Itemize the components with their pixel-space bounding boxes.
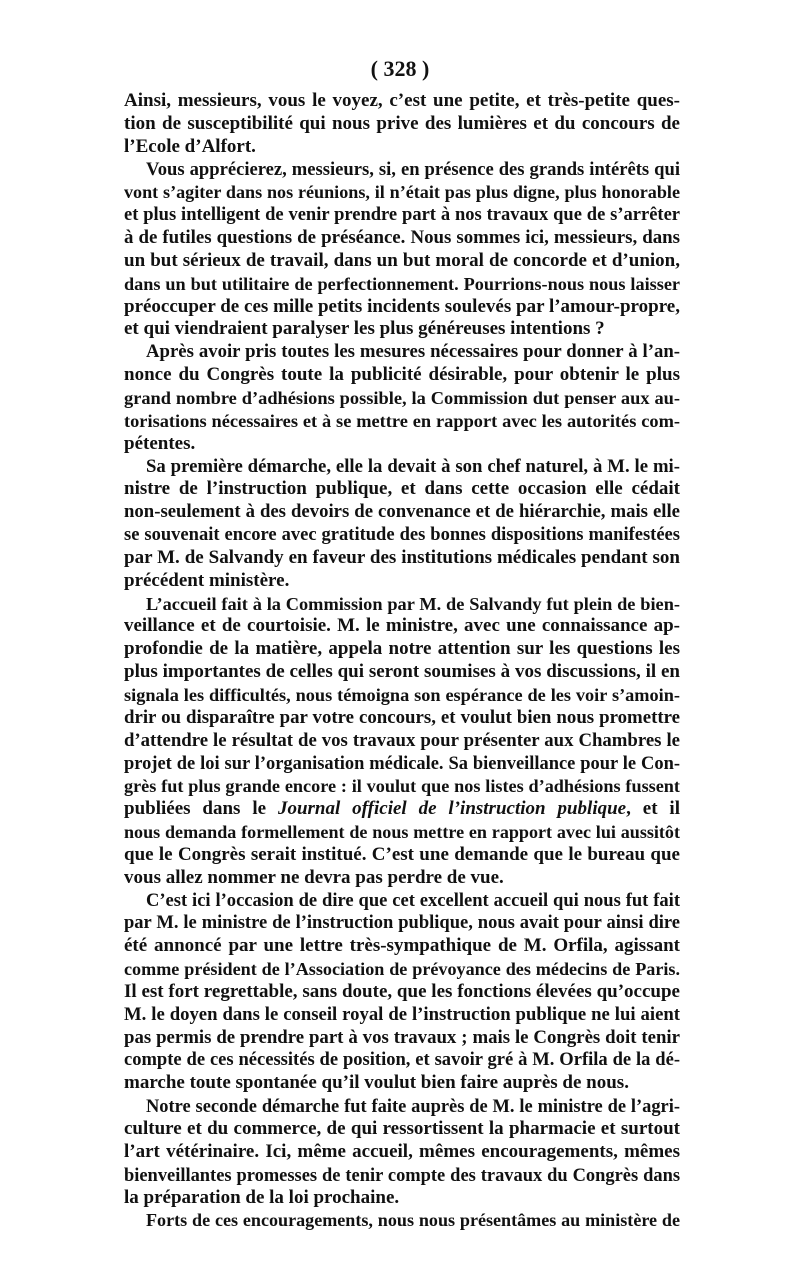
body-text <box>124 90 680 1232</box>
text-line-content: par M. le ministre de l’instruction publique, nous avait pour ainsi dire <box>124 912 680 934</box>
text-line <box>124 501 680 524</box>
text-line <box>124 250 680 273</box>
text-line-content: projet de loi sur l’organisation médicale. Sa bienveillance pour le Con- <box>124 753 680 774</box>
text-line-content: grès fut plus grande encore : il voulut que nos listes d’adhésions fussent <box>124 776 680 797</box>
text-line <box>124 90 680 113</box>
text-line-content: d’attendre le résultat de vos travaux pour présenter aux Chambres le <box>124 729 680 751</box>
text-line <box>124 684 680 707</box>
text-line-content: tion de susceptibilité qui nous prive des lumières et du concours de <box>124 112 680 134</box>
text-line <box>124 387 680 410</box>
text-line <box>124 341 680 364</box>
text-line <box>124 456 680 479</box>
text-line-content: à de futiles questions de préséance. Nous sommes ici, messieurs, dans <box>124 227 680 249</box>
text-line <box>124 273 680 296</box>
text-line <box>124 1141 680 1164</box>
text-line <box>124 1118 680 1141</box>
text-line <box>124 1072 680 1095</box>
text-line-content: compte de ces nécessités de position, et savoir gré à M. Orfila de la dé- <box>124 1049 680 1071</box>
text-line-content: que le Congrès serait institué. C’est une demande que le bureau que <box>124 843 680 865</box>
text-line <box>124 318 680 341</box>
text-line-content: par M. de Salvandy en faveur des institutions médicales pendant son <box>124 546 680 568</box>
text-line <box>124 798 680 821</box>
text-line-content: torisations nécessaires et à se mettre en rapport avec les autorités com- <box>124 410 680 431</box>
text-line-content: culture et du commerce, de qui ressortissent la pharmacie et surtout <box>124 1117 680 1139</box>
text-line-content: signala les difficultés, nous témoigna son espérance de les voir s’amoin- <box>124 684 680 705</box>
journal-title: Journal officiel de l’instruction publique <box>277 798 627 820</box>
text-line-content: l’art vétérinaire. Ici, même accueil, mêmes encouragements, mêmes <box>124 1140 680 1162</box>
text-line-content: pétentes. <box>124 432 196 454</box>
text-line-content: et qui viendraient paralyser les plus généreuses intentions ? <box>124 318 605 340</box>
text-line <box>124 890 680 913</box>
text-line-content: C’est ici l’occasion de dire que cet excellent accueil qui nous fut fait <box>146 889 680 911</box>
text-line-content: et plus intelligent de venir prendre part à nos travaux que de s’arrêter <box>124 205 680 226</box>
text-line <box>124 433 680 456</box>
text-line-content: drir ou disparaître par votre concours, et voulut bien nous promettre <box>124 706 680 728</box>
text-line-content: nistre de l’instruction publique, et dans cette occasion elle cédait <box>124 478 680 500</box>
text-line <box>124 935 680 958</box>
text-line <box>124 136 680 159</box>
text-line-content: plus importantes de celles qui seront soumises à vos discussions, il en <box>124 661 680 683</box>
text-line <box>124 181 680 204</box>
text-line-content: un but sérieux de travail, dans un but moral de concorde et d’union, <box>124 249 680 271</box>
text-line <box>124 1049 680 1072</box>
text-line-content: Forts de ces encouragements, nous nous présentâmes au ministère de <box>146 1210 680 1231</box>
text-line-content: Sa première démarche, elle la devait à son chef naturel, à M. le mi- <box>146 455 680 477</box>
text-line <box>124 478 680 501</box>
text-line <box>124 547 680 570</box>
text-line-content: vous allez nommer ne devra pas perdre de vue. <box>124 866 504 888</box>
text-line <box>124 159 680 182</box>
text-line <box>124 981 680 1004</box>
text-line-content: l’Ecole d’Alfort. <box>124 135 256 157</box>
text-line-content: veillance et de courtoisie. M. le ministre, avec une connaissance ap- <box>124 615 680 637</box>
text-line-content: Notre seconde démarche fut faite auprès de M. le ministre de l’agri- <box>146 1096 680 1117</box>
text-line-content: profondie de la matière, appela notre attention sur les questions les <box>124 638 680 660</box>
text-line <box>124 410 680 433</box>
text-line-content: nous demanda formellement de nous mettre en rapport avec lui aussitôt <box>124 822 680 842</box>
text-line <box>124 638 680 661</box>
text-line <box>124 775 680 798</box>
text-line-content: publiées dans le <box>124 798 278 820</box>
text-line-content: préoccuper de ces mille petits incidents soulevés par l’amour-propre, <box>124 295 680 317</box>
text-line-content: comme président de l’Association de prévoyance des médecins de Paris. <box>124 959 680 980</box>
page-number: ( 328 ) <box>370 56 430 81</box>
text-line <box>124 821 680 844</box>
text-line <box>124 113 680 136</box>
text-line <box>124 912 680 935</box>
text-line <box>124 593 680 616</box>
text-line-content: L’accueil fait à la Commission par M. de Salvandy fut plein de bien- <box>146 593 680 614</box>
text-line <box>124 661 680 684</box>
text-line-content: Il est fort regrettable, sans doute, que les fonctions élevées qu’occupe <box>124 980 680 1002</box>
text-line-content: été annoncé par une lettre très-sympathique de M. Orfila, agissant <box>124 935 680 957</box>
text-line <box>124 752 680 775</box>
text-line <box>124 1187 680 1210</box>
text-line <box>124 615 680 638</box>
text-line-content: se souvenait encore avec gratitude des bonnes dispositions manifestées <box>124 524 680 546</box>
text-line <box>124 227 680 250</box>
text-line-content: bienveillantes promesses de tenir compte des travaux du Congrès dans <box>124 1164 680 1185</box>
text-line-content: Après avoir pris toutes les mesures nécessaires pour donner à l’an- <box>146 341 680 363</box>
text-line-content: précédent ministère. <box>124 569 290 591</box>
text-line-content: non-seulement à des devoirs de convenance et de hiérarchie, mais elle <box>124 501 680 523</box>
text-line-content: la préparation de la loi prochaine. <box>124 1186 400 1208</box>
text-line-content: grand nombre d’adhésions possible, la Commission dut penser aux au- <box>124 387 680 408</box>
text-line <box>124 1164 680 1187</box>
text-line-content: dans un but utilitaire de perfectionnement. Pourrions-nous nous laisser <box>124 273 680 294</box>
text-line <box>124 730 680 753</box>
text-line <box>124 867 680 890</box>
text-line-content: marche toute spontanée qu’il voulut bien faire auprès de nous. <box>124 1072 629 1094</box>
text-line-content: Vous apprécierez, messieurs, si, en présence des grands intérêts qui <box>146 158 680 180</box>
text-line-content: nonce du Congrès toute la publicité désirable, pour obtenir le plus <box>124 364 680 386</box>
text-line <box>124 1027 680 1050</box>
text-line-content: M. le doyen dans le conseil royal de l’instruction publique ne lui aient <box>124 1003 680 1025</box>
text-line <box>124 364 680 387</box>
text-line-content: vont s’agiter dans nos réunions, il n’était pas plus digne, plus honorable <box>124 182 680 203</box>
text-line <box>124 524 680 547</box>
text-line <box>124 570 680 593</box>
text-line <box>124 296 680 319</box>
text-line <box>124 1095 680 1118</box>
text-line-content: , et il <box>626 798 680 820</box>
text-line <box>124 1004 680 1027</box>
text-line <box>124 707 680 730</box>
text-line <box>124 958 680 981</box>
text-line-content: pas permis de prendre part à vos travaux ; mais le Congrès doit tenir <box>124 1026 680 1048</box>
text-line-content: Ainsi, messieurs, vous le voyez, c’est une petite, et très-petite ques- <box>124 90 680 111</box>
text-line <box>124 844 680 867</box>
text-line <box>124 1209 680 1232</box>
text-line <box>124 204 680 227</box>
